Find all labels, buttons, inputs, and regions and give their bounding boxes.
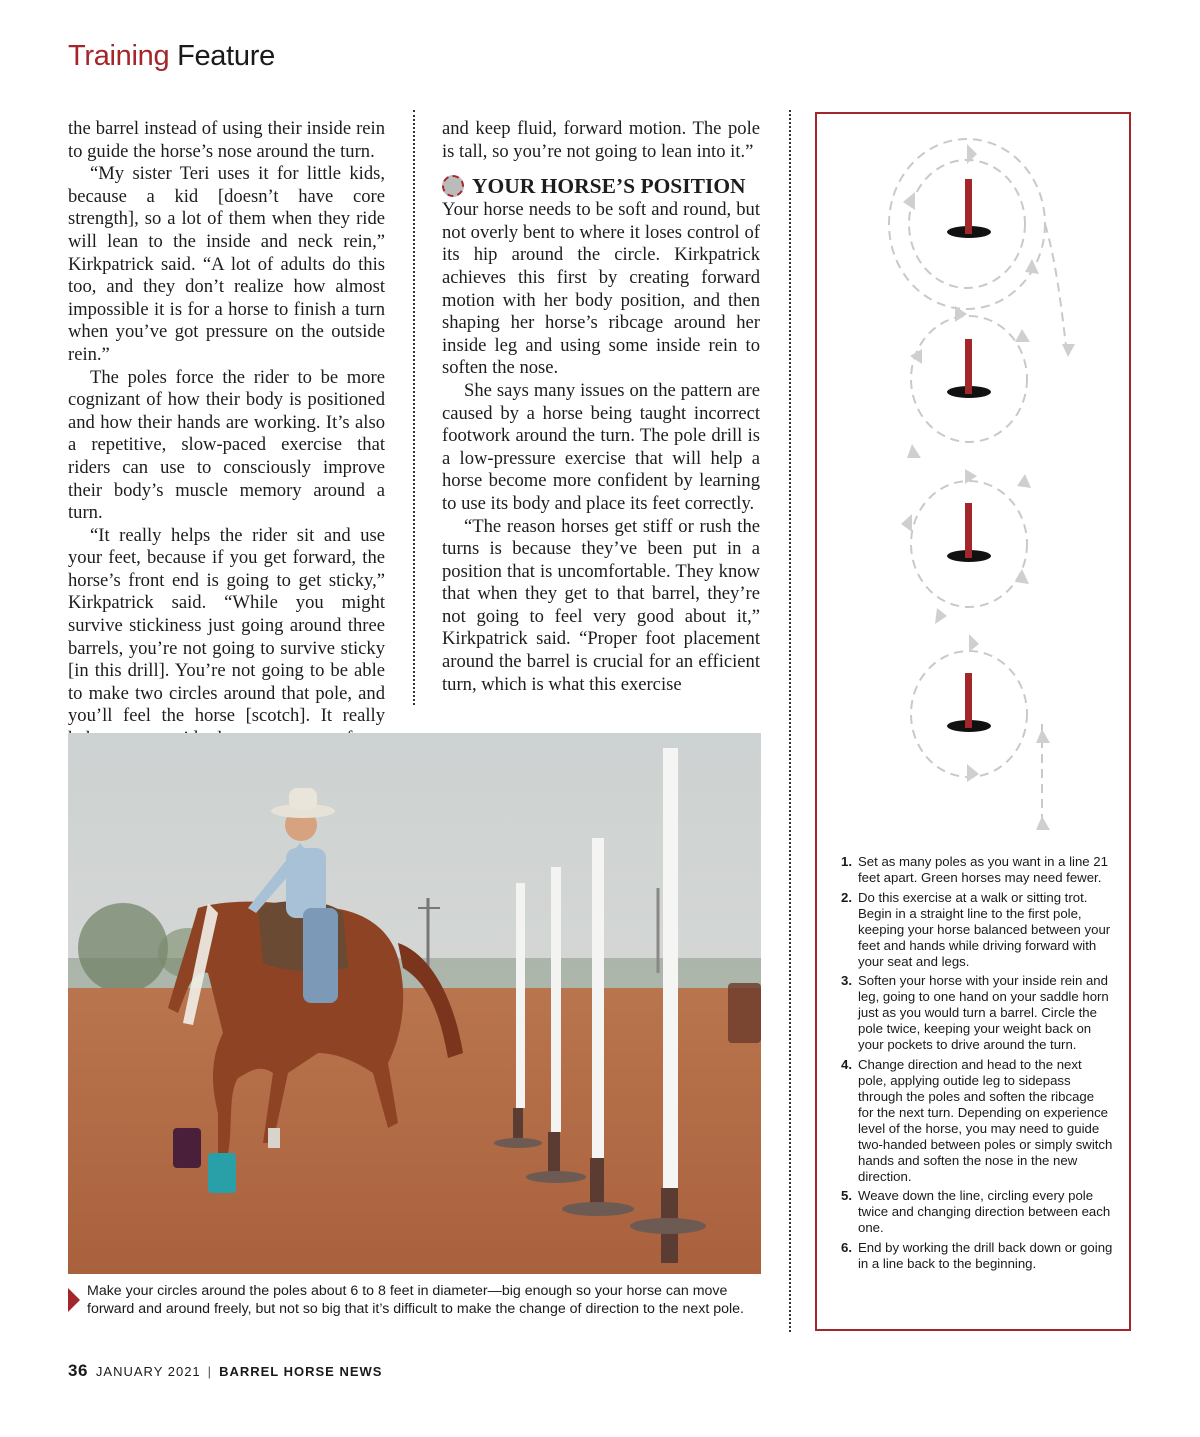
article-column-2 [442, 118, 760, 696]
paragraph: Your horse needs to be soft and round, but not overly bent to where it loses control of its hip around the circle. Kirkpatrick achieves this first by creating forward motion with her body position, and then shaping her horse’s ribcage around her inside leg and using some inside rein to soften the nose. [442, 199, 760, 379]
bullet-icon [442, 175, 464, 197]
paragraph: “The reason horses get stiff or rush the turns is because they’ve been put in a position that is uncomfortable. They know that when they get to that barrel, they’re not going to feel very good about it,” Kirkpatrick said. “Proper foot placement around the barrel is crucial for an efficient turn, which is what this exercise [442, 515, 760, 695]
paragraph: The poles force the rider to be more cognizant of how their body is positioned and how their hands are working. It’s also a repetitive, slow-paced exercise that riders can use to consciously improve their body’s muscle memory around a turn. [68, 366, 385, 524]
paragraph: the barrel instead of using their inside rein to guide the horse’s nose around the turn. [68, 118, 385, 162]
step-text: Set as many poles as you want in a line 21 feet apart. Green horses may need fewer. [858, 854, 1108, 885]
pole-pattern-diagram [817, 114, 1129, 839]
step-number: 6. [841, 1239, 852, 1255]
column-divider [413, 110, 415, 705]
magazine-name: BARREL HORSE NEWS [219, 1364, 383, 1379]
step-text: Weave down the line, circling every pole twice and changing direction between each one. [858, 1188, 1111, 1235]
drill-sidebar [815, 112, 1131, 1331]
step-text: Do this exercise at a walk or sitting trot. Begin in a straight line to the first pole, keeping your horse balanced between your feet and hands while driving forward with your seat and legs. [858, 889, 1111, 969]
issue-date: JANUARY 2021 [95, 1364, 201, 1379]
step-number: 2. [841, 889, 852, 905]
step-number: 4. [841, 1056, 852, 1072]
paragraph: and keep fluid, forward motion. The pole is tall, so you’re not going to lean into it.” [442, 118, 760, 162]
article-column-1 [68, 118, 385, 751]
caption-arrow-icon [68, 1288, 80, 1312]
step-number: 1. [841, 854, 852, 869]
list-item [841, 1057, 1113, 1185]
paragraph: “It really helps the rider sit and use your feet, because if you get forward, the horse’s front end is going to get sticky,” Kirkpatrick said. “While you might survive stickiness just going around three barrels, you’re not going to survive sticky [in this drill]. You’re not going to be able to make two circles around that pole, and you’ll feel the horse [scotch]. It really [68, 524, 385, 727]
caption-text: Make your circles around the poles about 6 to 8 feet in diameter—big enough so your horse can move forward and around freely, but not so big that it’s difficult to make the change of direction to the next pole. [87, 1283, 744, 1317]
page-number: 36 [68, 1361, 88, 1380]
feature-label: Feature [177, 40, 275, 72]
list-item [841, 973, 1113, 1053]
subhead-text: YOUR HORSE’S POSITION [472, 174, 746, 199]
horse-rider-photo [68, 733, 761, 1274]
drill-steps [841, 854, 1113, 1275]
photo-caption [68, 1283, 761, 1318]
paragraph: “My sister Teri uses it for little kids, because a kid [doesn’t have core strength], so a lot of them when they ride will lean to the inside and neck rein,” Kirkpatrick said. “A lot of adults do this too, and they don’t realize how almost impossible it is for a horse to finish a turn when you’ve got pressure on the outside rein.” [68, 163, 385, 365]
list-item [841, 1240, 1113, 1272]
list-item [841, 890, 1113, 970]
page-footer [68, 1361, 382, 1381]
step-number: 3. [841, 973, 852, 988]
section-name: Training [68, 40, 170, 72]
step-number: 5. [841, 1188, 852, 1203]
paragraph: She says many issues on the pattern are caused by a horse being taught incorrect footwork around the turn. The pole drill is a low-pressure exercise that will help a horse become more confident by learning to use its body and place its feet correctly. [442, 379, 760, 514]
step-text: Soften your horse with your inside rein and leg, going to one hand on your saddle horn just as you would turn a barrel. Circle the pole twice, keeping your weight back on your pockets to drive around the turn. [858, 973, 1109, 1052]
footer-separator: | [207, 1364, 213, 1379]
step-text: Change direction and head to the next pole, applying outide leg to sidepass through the poles and soften the ribcage for the next turn. Depending on experience level of the horse, you may need to guide two-handed between poles or simply switch hands and soften the nose in the new direction. [858, 1056, 1113, 1184]
subhead [442, 173, 760, 199]
photo-illustration [68, 733, 761, 1274]
section-header [68, 40, 275, 73]
list-item [841, 1188, 1113, 1236]
column-divider [789, 110, 791, 1332]
step-text: End by working the drill back down or going in a line back to the beginning. [858, 1239, 1113, 1271]
list-item [841, 854, 1113, 886]
